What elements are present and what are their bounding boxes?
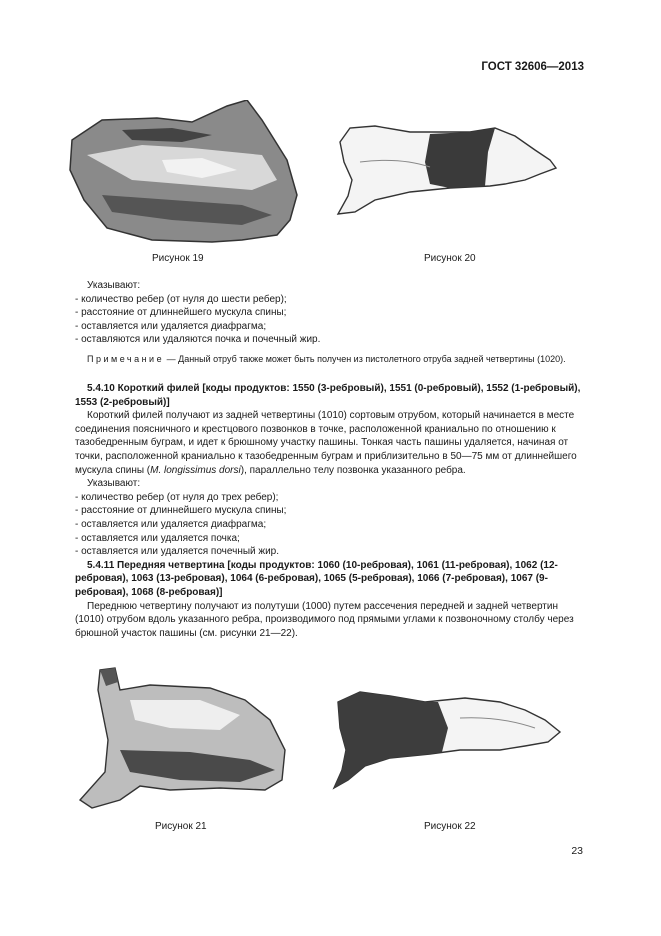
list-item: - оставляются или удаляются почка и почечный жир.: [75, 334, 321, 346]
list-item: - оставляется или удаляется диафрагма;: [75, 518, 267, 530]
figure-19-image: [62, 100, 302, 248]
list-item: - количество ребер (от нуля до трех ребер);: [75, 491, 279, 503]
paragraph-text: Короткий филей получают из задней четвертины (1010) сортовым отрубом, который начинается в месте соединения поясничного и крестцового позвонков в точке, расположенной краниально по отношению к тазобедренным буграм, и идет к брюшному участку пашины. Тонкая часть пашины удаляется, начиная от точки, расположенной краниально к тазобедренным буграм и приблизительно в 50—75 мм от длиннейшего мускула спины (: [75, 410, 577, 476]
figure-21-image: [70, 660, 292, 810]
list-item: - расстояние от длиннейшего мускула спины;: [75, 307, 287, 319]
figure-22-image: [330, 688, 565, 796]
section-intro: Указывают:: [87, 478, 141, 490]
list-item: - расстояние от длиннейшего мускула спины;: [75, 505, 287, 517]
block1-intro: Указывают:: [87, 280, 141, 291]
section-heading-5-4-10: 5.4.10 Короткий филей [коды продуктов: 1550 (3-ребровый), 1551 (0-ребровый), 1552 (1-ребровый), 1553 (2-ребровый)]: [75, 383, 581, 408]
list-item: - оставляется или удаляется почечный жир.: [75, 546, 280, 558]
note-label: Примечание: [87, 353, 165, 364]
figure-20-image: [330, 122, 562, 218]
paragraph-5-4-10: [75, 409, 583, 477]
note: [75, 353, 583, 366]
list-item: - оставляется или удаляется почка;: [75, 532, 240, 544]
page-number: 23: [571, 845, 583, 857]
paragraph-5-4-11: Переднюю четвертину получают из полутуши (1000) путем рассечения передней и задней четвертин (1010) отрубом вдоль указанного ребра, производимого под прямыми углами к позвоночному столбу через брюшной участок пашины (см. рисунки 21—22).: [75, 600, 574, 639]
latin-term: M. longissimus dorsi: [150, 464, 241, 476]
paragraph-text: ), параллельно телу позвонка указанного ребра.: [240, 464, 466, 476]
list-item: - оставляется или удаляется диафрагма;: [75, 320, 267, 332]
document-header: ГОСТ 32606—2013: [481, 61, 584, 73]
figure-21-caption: Рисунок 21: [155, 821, 207, 832]
figure-20-caption: Рисунок 20: [424, 253, 476, 264]
section-heading-5-4-11: 5.4.11 Передняя четвертина [коды продуктов: 1060 (10-ребровая), 1061 (11-ребровая), 1062 (12-ребровая), 1063 (13-ребровая), 1064 (6-ребровая), 1065 (5-ребровая), 1066 (7-ребровая), 1067 (9-ребровая), 1068 (8-ребровая)]: [75, 559, 558, 598]
note-text: — Данный отруб также может быть получен из пистолетного отруба задней четвертины (1020).: [164, 353, 566, 364]
figure-22-caption: Рисунок 22: [424, 821, 476, 832]
list-item: - количество ребер (от нуля до шести ребер);: [75, 293, 287, 305]
figure-19-caption: Рисунок 19: [152, 253, 204, 264]
